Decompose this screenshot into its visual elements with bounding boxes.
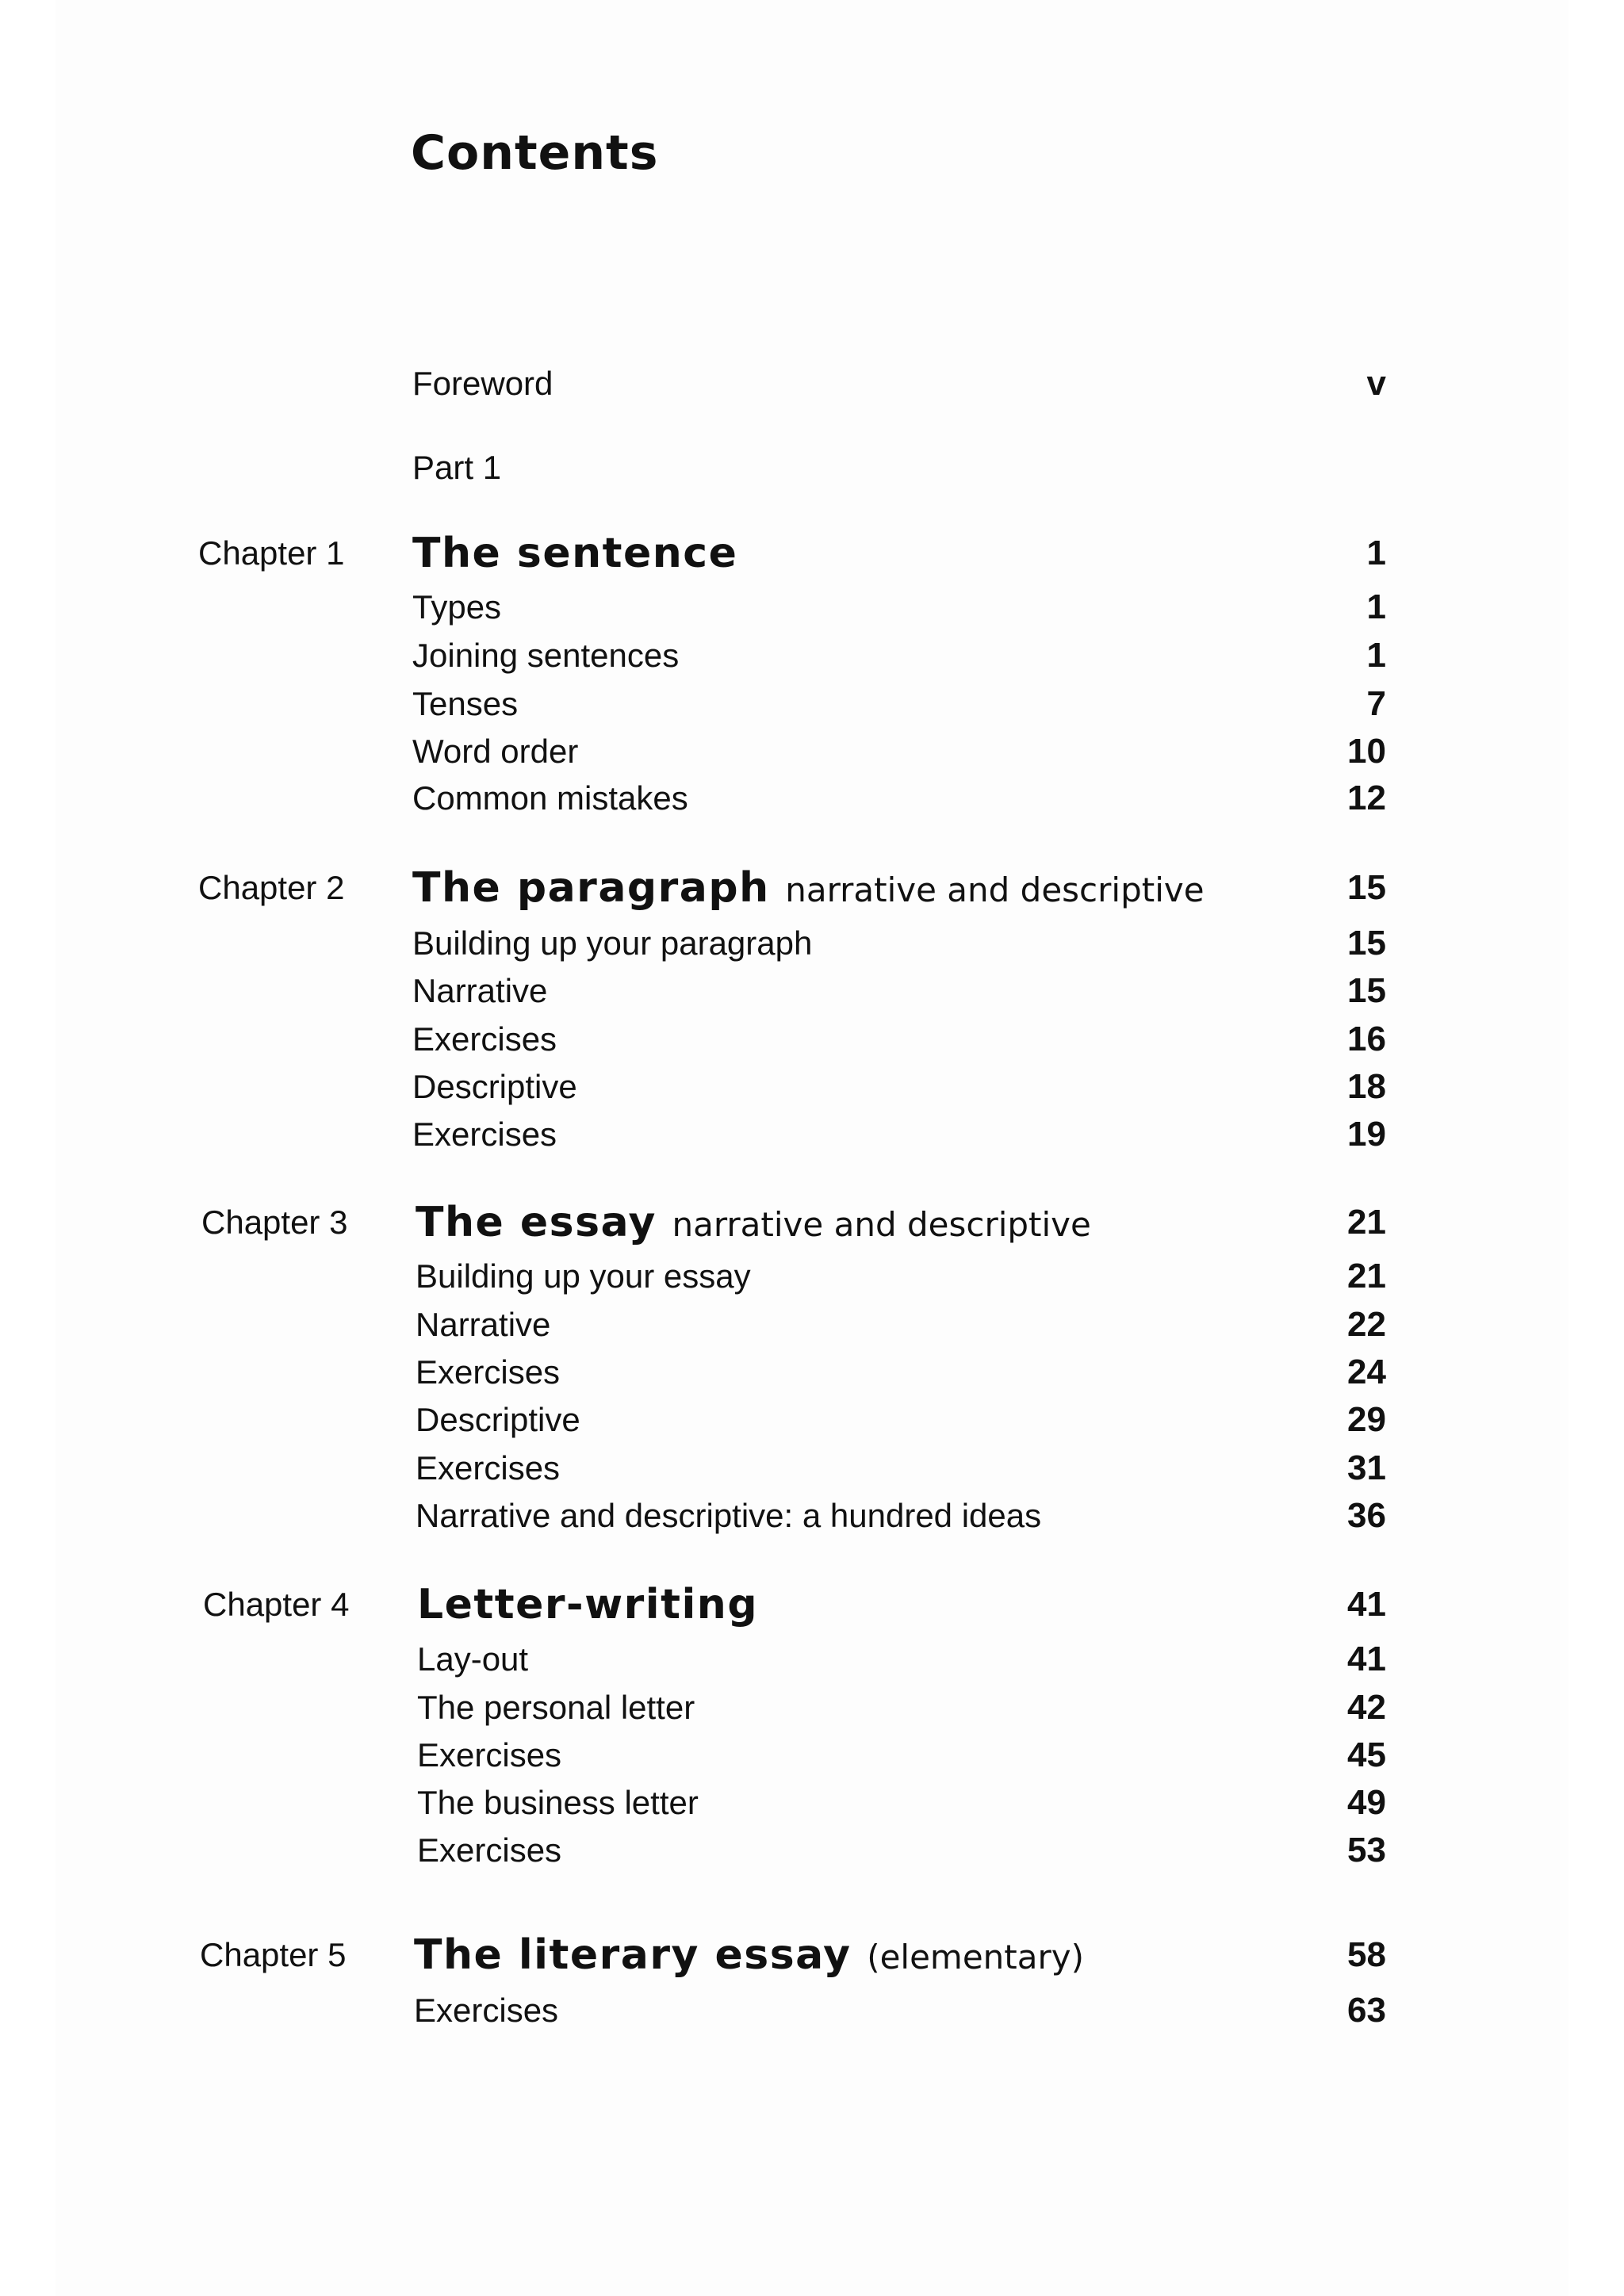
chapter-page: 41 — [1347, 1585, 1386, 1624]
toc-item-page: 10 — [1347, 732, 1386, 771]
toc-item-page: 22 — [1347, 1305, 1386, 1344]
chapter-page: 58 — [1347, 1935, 1386, 1974]
toc-row[interactable] — [0, 1301, 1624, 1349]
toc-item-page: 1 — [1366, 636, 1386, 675]
toc-item-page: 24 — [1347, 1353, 1386, 1391]
toc-item-label: Lay-out — [417, 1640, 529, 1678]
toc-item-page: 19 — [1347, 1115, 1386, 1154]
toc-row[interactable] — [0, 1492, 1624, 1540]
toc-item-page: 15 — [1347, 971, 1386, 1010]
toc-row[interactable] — [0, 967, 1624, 1015]
toc-item-label: Exercises — [412, 1020, 557, 1058]
toc-item-page: 31 — [1347, 1448, 1386, 1487]
toc-chapter-2[interactable] — [0, 864, 1624, 912]
toc-chapter-1[interactable] — [0, 530, 1624, 577]
chapter-number: Chapter 2 — [198, 869, 345, 906]
toc-item-label: Exercises — [414, 1992, 559, 2029]
toc-item-page: 21 — [1347, 1257, 1386, 1295]
toc-item-page: 15 — [1347, 924, 1386, 962]
toc-item-label: Narrative and descriptive: a hundred ideas — [416, 1497, 1042, 1534]
toc-row[interactable] — [0, 1016, 1624, 1063]
page-title: Contents — [411, 125, 659, 181]
chapter-number: Chapter 5 — [200, 1936, 347, 1973]
toc-item-page: 41 — [1347, 1640, 1386, 1678]
toc-item-label: Tenses — [412, 685, 519, 722]
chapter-title: The essay narrative and descriptive — [416, 1199, 1091, 1246]
toc-row[interactable] — [0, 1684, 1624, 1732]
toc-item-label: Word order — [412, 733, 579, 770]
chapter-page: 21 — [1347, 1203, 1386, 1242]
toc-item-page: 7 — [1366, 684, 1386, 723]
toc-item-page: 29 — [1347, 1400, 1386, 1439]
toc-item-label: Joining sentences — [412, 637, 680, 674]
toc-row[interactable] — [0, 775, 1624, 822]
toc-row[interactable] — [0, 1349, 1624, 1396]
toc-item-label: Descriptive — [412, 1068, 577, 1105]
toc-chapter-3[interactable] — [0, 1199, 1624, 1246]
toc-item-page: 1 — [1366, 587, 1386, 626]
toc-item-page: 53 — [1347, 1831, 1386, 1869]
toc-row[interactable] — [0, 1987, 1624, 2034]
toc-item-label: Narrative — [416, 1306, 551, 1343]
toc-item-label: Exercises — [412, 1115, 557, 1153]
toc-row[interactable] — [0, 1779, 1624, 1827]
toc-row[interactable] — [0, 1732, 1624, 1779]
toc-row[interactable] — [0, 680, 1624, 728]
toc-part-label: Part 1 — [412, 449, 502, 486]
toc-row[interactable] — [0, 1111, 1624, 1158]
toc-item-label: Narrative — [412, 972, 548, 1009]
toc-item-page: 16 — [1347, 1020, 1386, 1058]
toc-part-label-row — [0, 444, 1624, 492]
toc-row-foreword[interactable] — [0, 360, 1624, 408]
toc-row[interactable] — [0, 1636, 1624, 1683]
toc-item-page: 42 — [1347, 1688, 1386, 1727]
toc-item-page: 18 — [1347, 1067, 1386, 1106]
toc-item-label: Exercises — [416, 1353, 561, 1391]
toc-item-label: Exercises — [417, 1736, 562, 1774]
toc-item-label: The business letter — [417, 1784, 699, 1821]
toc-item-label: Common mistakes — [412, 779, 688, 817]
toc-item-page: 45 — [1347, 1735, 1386, 1774]
chapter-title: The paragraph narrative and descriptive — [412, 864, 1205, 912]
toc-row[interactable] — [0, 920, 1624, 967]
chapter-subtitle: (elementary) — [867, 1938, 1085, 1976]
toc-item-label: Building up your essay — [416, 1257, 751, 1295]
toc-item-label: Types — [412, 588, 502, 626]
toc-row[interactable] — [0, 728, 1624, 775]
chapter-number: Chapter 1 — [198, 534, 345, 572]
toc-item-page: 36 — [1347, 1496, 1386, 1535]
toc-item-page: 12 — [1347, 779, 1386, 817]
chapter-page: 15 — [1347, 868, 1386, 907]
toc-item-page: 49 — [1347, 1783, 1386, 1822]
toc-row[interactable] — [0, 1396, 1624, 1444]
toc-row[interactable] — [0, 1445, 1624, 1492]
toc-item-page: 63 — [1347, 1991, 1386, 2030]
toc-row[interactable] — [0, 584, 1624, 631]
toc-item-label: Descriptive — [416, 1401, 580, 1438]
chapter-title: The sentence — [412, 530, 738, 577]
toc-chapter-5[interactable] — [0, 1931, 1624, 1979]
toc-row[interactable] — [0, 632, 1624, 679]
chapter-title: Letter-writing — [417, 1581, 759, 1628]
toc-item-label: Exercises — [416, 1449, 561, 1487]
toc-item-label: Exercises — [417, 1831, 562, 1869]
toc-row[interactable] — [0, 1827, 1624, 1874]
toc-item-label: Foreword — [412, 365, 553, 402]
chapter-number: Chapter 3 — [201, 1203, 348, 1241]
toc-item-label: The personal letter — [417, 1689, 695, 1726]
chapter-title: The literary essay (elementary) — [414, 1931, 1085, 1979]
chapter-number: Chapter 4 — [203, 1586, 350, 1623]
toc-item-page: v — [1366, 364, 1386, 403]
toc-row[interactable] — [0, 1253, 1624, 1300]
chapter-subtitle: narrative and descriptive — [672, 1205, 1091, 1244]
chapter-subtitle: narrative and descriptive — [785, 871, 1205, 909]
toc-chapter-4[interactable] — [0, 1581, 1624, 1628]
toc-item-label: Building up your paragraph — [412, 924, 813, 962]
toc-row[interactable] — [0, 1063, 1624, 1111]
chapter-page: 1 — [1366, 534, 1386, 572]
